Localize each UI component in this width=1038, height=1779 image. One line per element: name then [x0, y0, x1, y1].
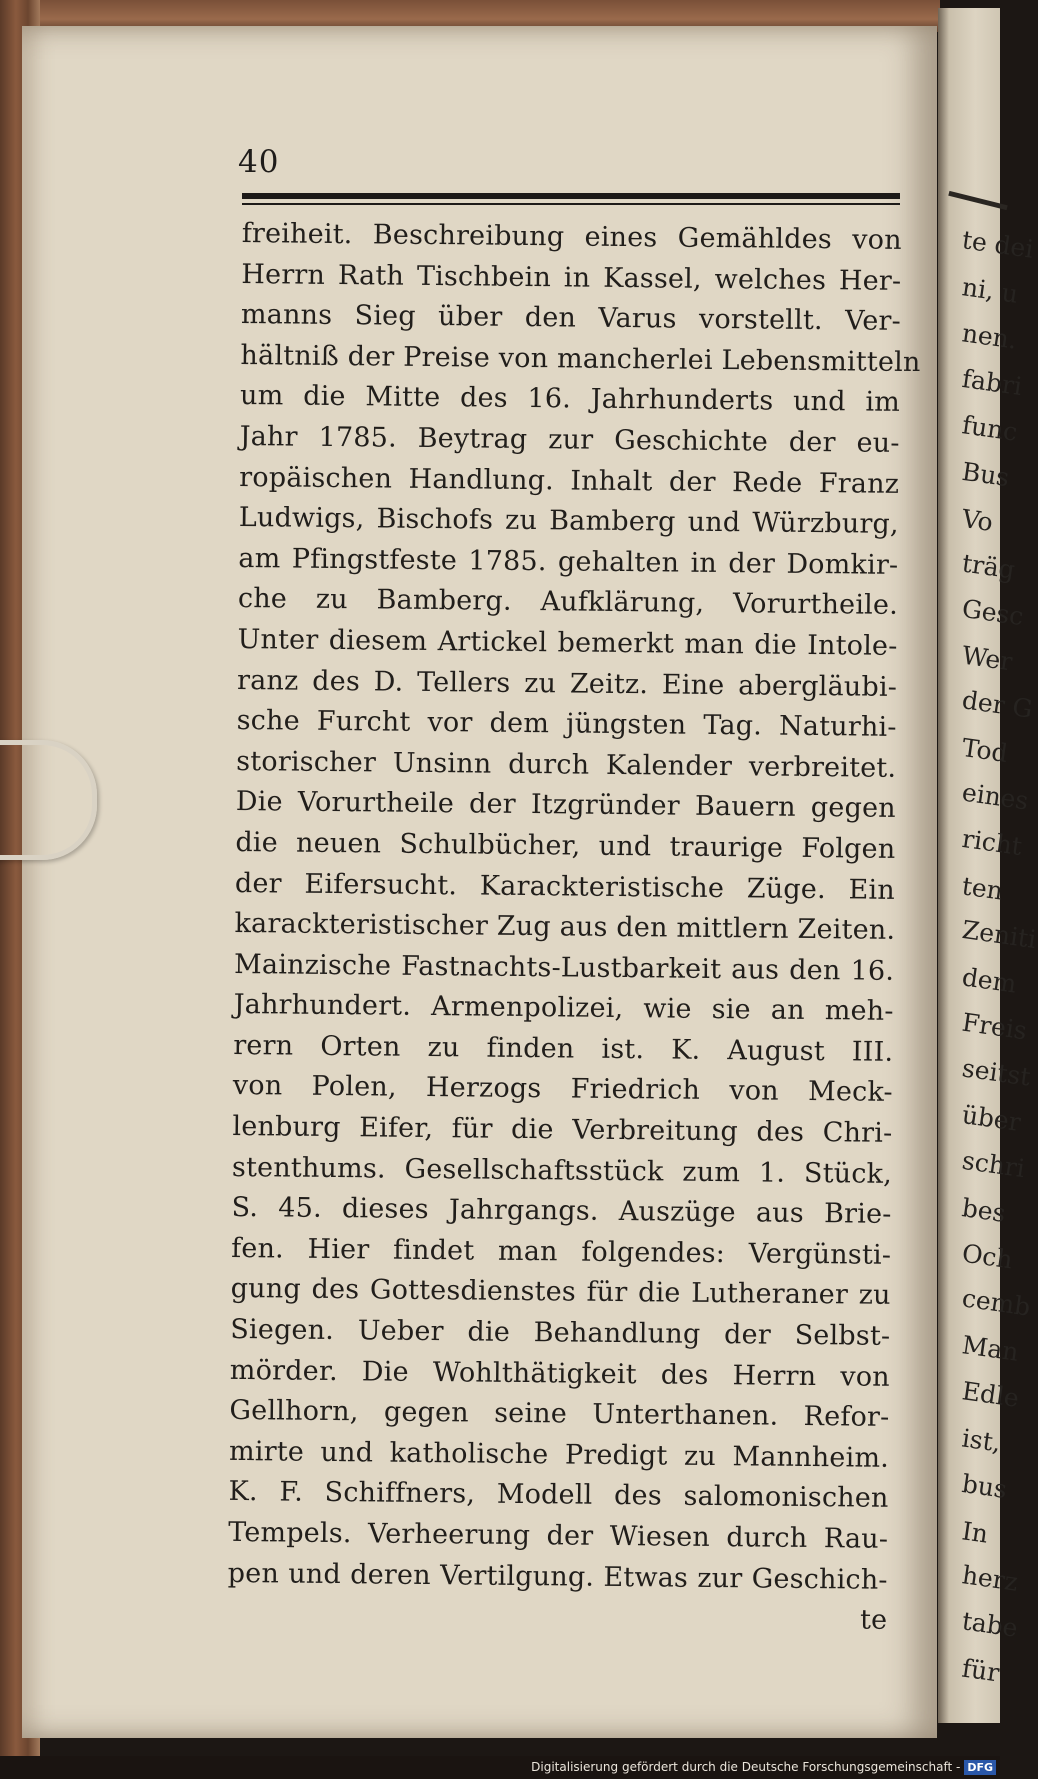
- text-line: ranz des D. Tellers zu Zeitz. Eine abergläubi-: [236, 664, 898, 703]
- text-line: Ludwigs, Bischofs zu Bamberg und Würzburg,: [238, 502, 899, 541]
- right-page-fragment: Man: [960, 1330, 1021, 1367]
- right-page-fragment: Gesc: [960, 593, 1026, 632]
- footer-credit-text: Digitalisierung gefördert durch die Deutsche Forschungsgemeinschaft -: [531, 1760, 961, 1774]
- right-page-fragment: Wer: [960, 640, 1015, 677]
- header-rule-thin: [242, 203, 900, 205]
- header-rule-thick: [242, 193, 900, 199]
- text-line: von Polen, Herzogs Friedrich von Meck-: [232, 1070, 893, 1109]
- text-line: Die Vorurtheile der Itzgründer Bauern gegen: [235, 786, 896, 825]
- right-page-fragment: ni, u: [960, 272, 1020, 309]
- right-page-fragment: herz: [960, 1560, 1020, 1597]
- text-line: freiheit. Beschreibung eines Gemähldes von: [241, 217, 902, 256]
- text-line: fen. Hier findet man folgendes: Vergünsti-: [231, 1232, 892, 1271]
- text-line: Jahrhundert. Armenpolizei, wie sie an meh-: [233, 989, 894, 1028]
- right-page-fragment: träg: [960, 548, 1017, 585]
- right-page-fragment: bus: [960, 1469, 1009, 1504]
- text-line: gung des Gottesdienstes für die Lutheraner zu: [230, 1273, 891, 1312]
- text-line: um die Mitte des 16. Jahrhunderts und im: [239, 380, 901, 419]
- digitization-footer: [0, 1756, 1000, 1779]
- text-line: rern Orten zu finden ist. K. August III.: [233, 1029, 894, 1068]
- right-page-fragment: richt: [960, 823, 1024, 862]
- right-page-fragment: Bus: [960, 456, 1012, 493]
- text-line: K. F. Schiffners, Modell des salomonischen: [228, 1476, 889, 1515]
- text-line: der Eifersucht. Karackteristische Züge. Ein: [234, 867, 896, 906]
- text-line: mörder. Die Wohlthätigkeit des Herrn von: [229, 1354, 891, 1393]
- right-page-edge: [938, 8, 1038, 1723]
- right-page-fragment: Och: [960, 1238, 1015, 1275]
- right-page-fragment: bes: [960, 1193, 1008, 1228]
- right-page-fragment: schri: [960, 1145, 1027, 1184]
- text-line: mirte und katholische Predigt zu Mannheim.: [228, 1435, 890, 1474]
- right-page-fragment: Freis: [960, 1007, 1029, 1046]
- text-line: Unter diesem Artickel bemerkt man die Intole-: [237, 623, 898, 662]
- text-line: sche Furcht vor dem jüngsten Tag. Naturhi-: [236, 705, 897, 744]
- text-line: manns Sieg über den Varus vorstellt. Ver-: [240, 299, 902, 338]
- right-page-fragment: Vo: [960, 503, 995, 538]
- right-page-fragment: seitst: [960, 1053, 1033, 1092]
- text-line: Jahr 1785. Beytrag zur Geschichte der eu-: [239, 420, 900, 459]
- text-line: ropäischen Handlung. Inhalt der Rede Franz: [239, 461, 900, 500]
- right-page-fragment: In: [960, 1516, 990, 1549]
- catchword: te: [859, 1604, 888, 1637]
- text-line: karackteristischer Zug aus den mittlern Zeiten.: [234, 908, 896, 946]
- text-line: Herrn Rath Tischbein in Kassel, welches Her-: [241, 258, 902, 297]
- right-page-fragment: für: [960, 1653, 1002, 1688]
- text-line: Siegen. Ueber die Behandlung der Selbst-: [230, 1313, 891, 1352]
- text-line: Mainzische Fastnachts-Lustbarkeit aus den 16.: [233, 948, 895, 987]
- text-line: che zu Bamberg. Aufklärung, Vorurtheile.: [237, 583, 899, 622]
- right-page-fragment: fabri: [960, 363, 1024, 402]
- text-line: Gellhorn, gegen seine Unterthanen. Refor-: [229, 1395, 890, 1434]
- right-page-fragment: Zeniti: [960, 914, 1038, 955]
- right-page-fragment: über: [960, 1100, 1023, 1137]
- text-line: Tempels. Verheerung der Wiesen durch Rau-: [228, 1516, 889, 1555]
- right-page-fragment: ten: [960, 871, 1005, 906]
- right-page-rule: [948, 191, 1007, 210]
- right-page-fragment: der G: [960, 685, 1035, 724]
- page-number: 40: [238, 144, 280, 180]
- right-page-fragment: Edle: [960, 1376, 1021, 1413]
- right-page-fragment: Tod: [960, 732, 1010, 769]
- page-clip: [0, 740, 97, 860]
- right-page-fragment: tabe: [960, 1606, 1020, 1643]
- right-page-fragment: dem: [960, 962, 1019, 999]
- body-text: [227, 214, 921, 1642]
- text-line: S. 45. dieses Jahrgangs. Auszüge aus Brie-: [231, 1192, 892, 1231]
- dfg-logo: DFG: [964, 1760, 996, 1775]
- text-line: storischer Unsinn durch Kalender verbreitet.: [236, 745, 897, 784]
- text-line: pen und deren Vertilgung. Etwas zur Geschich-: [227, 1557, 888, 1596]
- text-line: lenburg Eifer, für die Verbreitung des Chri-: [232, 1111, 893, 1149]
- text-line: am Pfingstfeste 1785. gehalten in der Domkir-: [238, 542, 899, 581]
- right-page-fragment: nen.: [960, 318, 1019, 355]
- right-page-fragment: te dei: [960, 225, 1036, 264]
- text-line: die neuen Schulbücher, und traurige Folgen: [235, 826, 896, 865]
- text-line: stenthums. Gesellschaftsstück zum 1. Stück,: [231, 1151, 893, 1190]
- right-page-fragment: func: [960, 410, 1020, 447]
- text-line: hältniß der Preise von mancherlei Lebensmitteln: [240, 339, 921, 378]
- right-page-fragment: ist,: [960, 1423, 1003, 1458]
- right-page-fragment: eines: [960, 777, 1031, 816]
- right-page-fragment: cemb: [960, 1283, 1033, 1322]
